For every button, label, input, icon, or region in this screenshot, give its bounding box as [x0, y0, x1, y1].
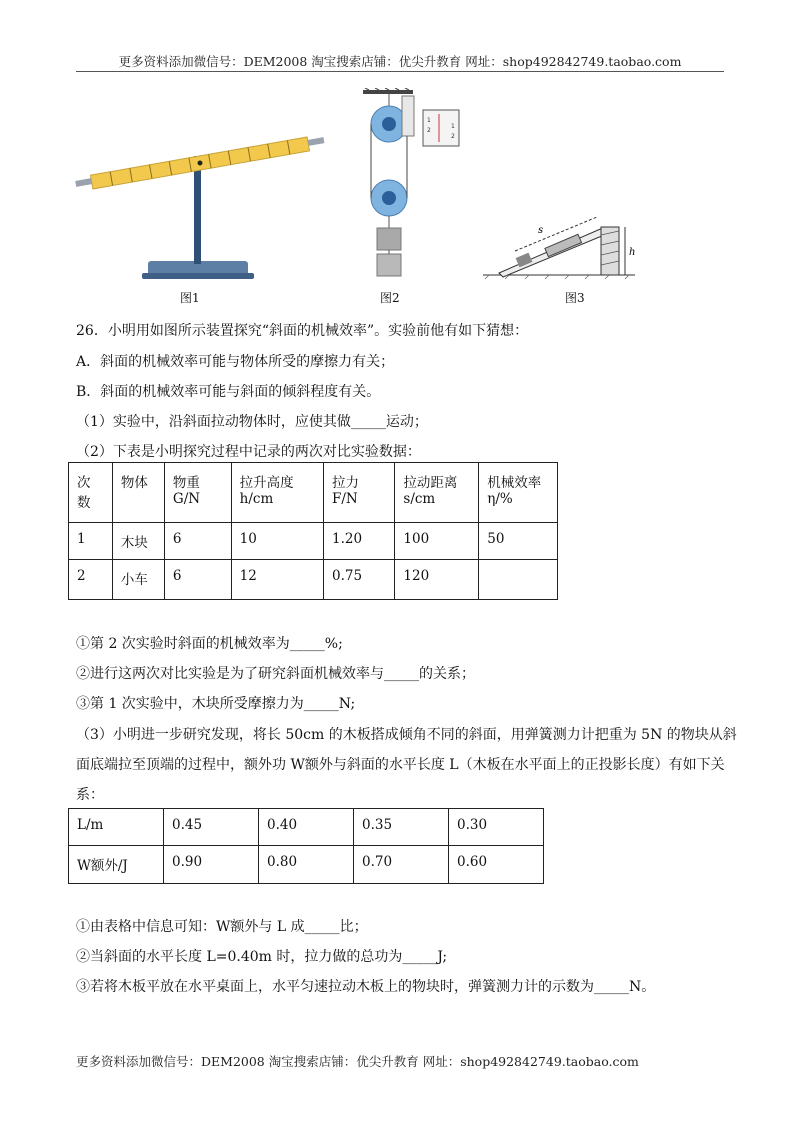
- table-cell: 0.70: [354, 846, 449, 884]
- table-cell: 0.90: [164, 846, 259, 884]
- page-footer: 更多资料添加微信号：DEM2008 淘宝搜索店铺：优尖升教育 网址：shop492842749.taobao.com: [76, 1054, 639, 1069]
- figure-3-caption: 图3: [565, 291, 585, 305]
- header-rule: [76, 71, 724, 72]
- table-cell: L/m: [69, 809, 164, 846]
- table-cell: 12: [231, 560, 323, 600]
- figure-3-h-label: h: [629, 247, 636, 258]
- table-cell: 100: [395, 523, 479, 560]
- question-26-intro: 26．小明用如图所示装置探究“斜面的机械效率”。实验前他有如下猜想：: [76, 323, 529, 339]
- figure-2-caption: 图2: [380, 291, 400, 305]
- table-cell: 0.75: [324, 560, 395, 600]
- page-header: 更多资料添加微信号：DEM2008 淘宝搜索店铺：优尖升教育 网址：shop492842749.taobao.com: [118, 54, 682, 69]
- table-cell: 10: [231, 523, 323, 560]
- table-cell: 0.35: [354, 809, 449, 846]
- figure-3-incline: [475, 205, 650, 285]
- header-cell: 物重 G/N: [164, 463, 231, 523]
- table-cell: 120: [395, 560, 479, 600]
- svg-text:1: 1: [451, 123, 455, 130]
- table-header-row: [69, 463, 558, 523]
- table-cell: 0.60: [449, 846, 544, 884]
- part-2-sub-2: ②进行这两次对比实验是为了研究斜面机械效率与_____的关系；: [76, 666, 475, 682]
- header-cell: 物体: [112, 463, 164, 523]
- header-cell: 次 数: [69, 463, 113, 523]
- data-table-2: [68, 808, 544, 884]
- table-row: [69, 809, 544, 846]
- table-cell: 1: [69, 523, 113, 560]
- data-table-1: [68, 462, 558, 600]
- table-cell: [479, 560, 558, 600]
- header-cell: 拉升高度 h/cm: [231, 463, 323, 523]
- part-1: （1）实验中，沿斜面拉动物体时，应使其做_____运动；: [76, 414, 428, 430]
- svg-text:2: 2: [451, 133, 455, 140]
- part-2-sub-3: ③第 1 次实验中，木块所受摩擦力为_____N;: [76, 696, 356, 712]
- table-cell: 0.80: [259, 846, 354, 884]
- table-cell: 50: [479, 523, 558, 560]
- svg-text:1: 1: [427, 117, 431, 124]
- table-row: [69, 846, 544, 884]
- svg-text:2: 2: [427, 127, 431, 134]
- guess-b: B．斜面的机械效率可能与斜面的倾斜程度有关。: [76, 384, 381, 400]
- table-row: [69, 523, 558, 560]
- table-row: [69, 560, 558, 600]
- table-cell: 0.30: [449, 809, 544, 846]
- figure-2-pulley: [355, 88, 470, 283]
- table-cell: 1.20: [324, 523, 395, 560]
- table-cell: 6: [164, 523, 231, 560]
- part-2: （2）下表是小明探究过程中记录的两次对比实验数据：: [76, 444, 421, 460]
- guess-a: A．斜面的机械效率可能与物体所受的摩擦力有关；: [76, 354, 395, 370]
- figure-3-s-label: s: [538, 225, 544, 236]
- table-cell: 6: [164, 560, 231, 600]
- part-3-sub-3: ③若将木板平放在水平桌面上，水平匀速拉动木板上的物块时，弹簧测力计的示数为_____N。: [76, 979, 656, 995]
- figure-1-lever: [70, 128, 330, 283]
- part-2-sub-1: ①第 2 次实验时斜面的机械效率为_____%;: [76, 636, 343, 652]
- table-cell: 2: [69, 560, 113, 600]
- part-3-sub-2: ②当斜面的水平长度 L=0.40m 时，拉力做的总功为_____J;: [76, 949, 448, 965]
- part-3-sub-1: ①由表格中信息可知：W额外与 L 成_____比；: [76, 919, 368, 935]
- header-cell: 拉动距离 s/cm: [395, 463, 479, 523]
- table-cell: 木块: [112, 523, 164, 560]
- table-cell: 小车: [112, 560, 164, 600]
- table-cell: 0.45: [164, 809, 259, 846]
- part-3-line-1: （3）小明进一步研究发现，将长 50cm 的木板搭成倾角不同的斜面，用弹簧测力计把重为 5N 的物块从斜: [76, 727, 737, 743]
- part-3-line-2: 面底端拉至顶端的过程中，额外功 W额外与斜面的水平长度 L（木板在水平面上的正投影长度）有如下关: [76, 757, 725, 773]
- part-3-line-3: 系：: [76, 787, 104, 803]
- figure-1-caption: 图1: [180, 291, 200, 305]
- header-cell: 拉力 F/N: [324, 463, 395, 523]
- table-cell: W额外/J: [69, 846, 164, 884]
- header-cell: 机械效率 η/%: [479, 463, 558, 523]
- table-cell: 0.40: [259, 809, 354, 846]
